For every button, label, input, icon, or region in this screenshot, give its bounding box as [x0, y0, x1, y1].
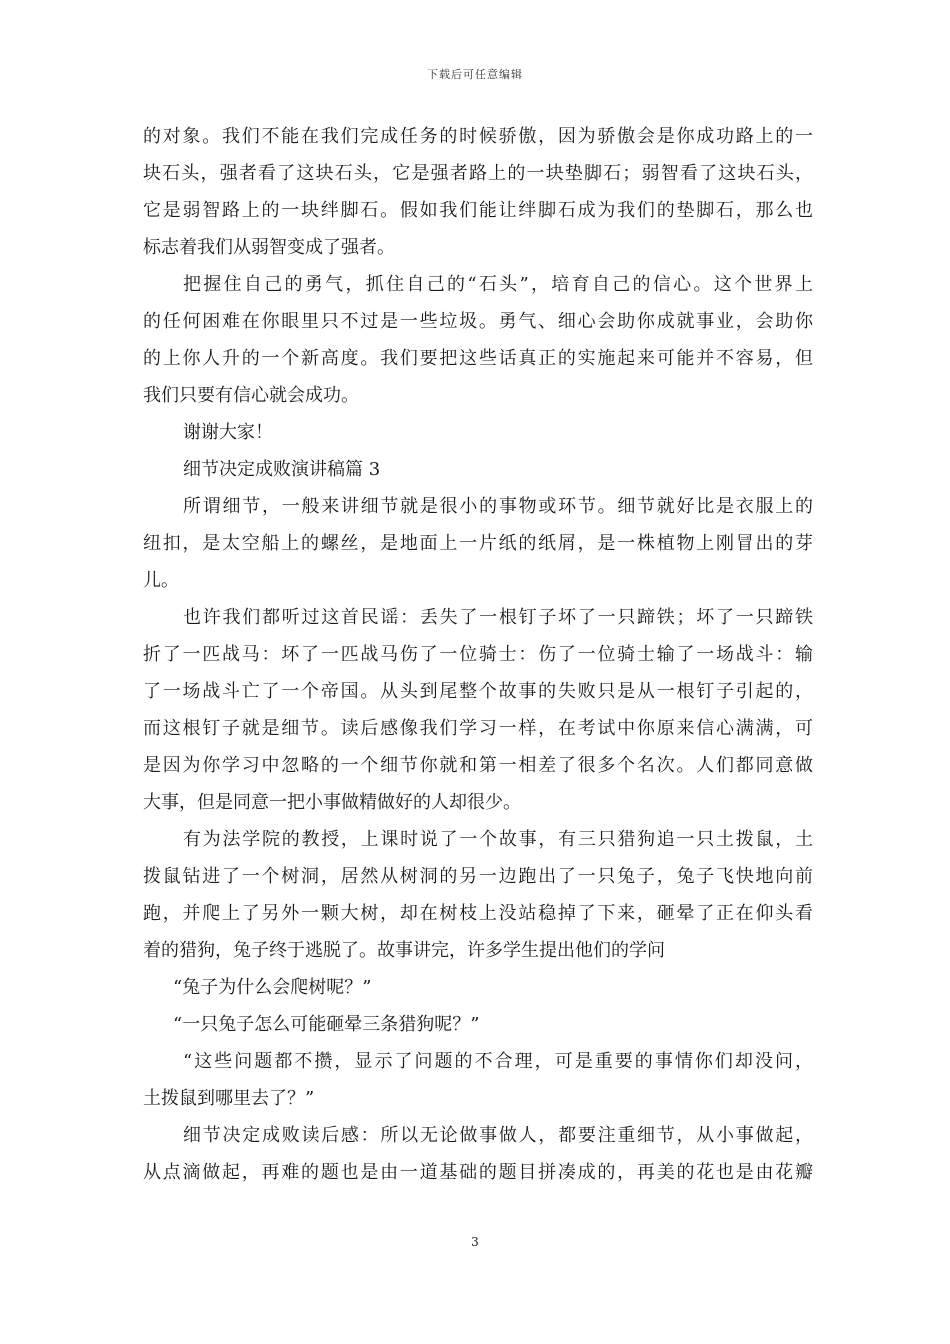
text-line: 是因为你学习中忽略的一个细节你就和第一相差了很多个名次。人们都同意做 — [143, 755, 813, 776]
text-line: 土拨鼠到哪里去了？” — [143, 1088, 315, 1109]
quote-line: “这些问题都不攒，显示了问题的不合理，可是重要的事情你们却没问， — [183, 1051, 813, 1072]
quote-line: “一只兔子怎么可能砸晕三条猎狗呢？” — [173, 1014, 480, 1035]
text-line: 着的猎狗，兔子终于逃脱了。故事讲完，许多学生提出他们的学问 — [143, 940, 665, 961]
text-line: 了一场战斗亡了一个帝国。从头到尾整个故事的失败只是从一根钉子引起的， — [143, 681, 813, 702]
text-line: 谢谢大家！ — [183, 422, 273, 443]
document-body — [143, 118, 813, 1191]
text-line: 折了一匹战马：坏了一匹战马伤了一位骑士：伤了一位骑士输了一场战斗：输 — [143, 644, 813, 665]
text-line: 的任何困难在你眼里只不过是一些垃圾。勇气、细心会助你成就事业，会助你 — [143, 311, 813, 332]
text-line: 块石头，强者看了这块石头，它是强者路上的一块垫脚石；弱智看了这块石头， — [143, 163, 813, 184]
text-line: 的对象。我们不能在我们完成任务的时候骄傲，因为骄傲会是你成功路上的一 — [143, 126, 813, 147]
page-header: 下载后可任意编辑 — [427, 68, 523, 81]
text-line: 我们只要有信心就会成功。 — [143, 385, 359, 406]
text-line: 而这根钉子就是细节。读后感像我们学习一样，在考试中你原来信心满满，可 — [143, 718, 813, 739]
text-line: 标志着我们从弱智变成了强者。 — [143, 237, 395, 258]
page-number: 3 — [471, 1235, 479, 1249]
quote-line: “兔子为什么会爬树呢？” — [173, 977, 372, 998]
text-line: 有为法学院的教授，上课时说了一个故事，有三只猎狗追一只土拨鼠，土 — [183, 829, 813, 850]
section-heading: 细节决定成败演讲稿篇 3 — [183, 459, 381, 480]
text-line: 从点滴做起，再难的题也是由一道基础的题目拼凑成的，再美的花也是由花瓣 — [143, 1162, 813, 1183]
text-line: 拨鼠钻进了一个树洞，居然从树洞的另一边跑出了一只兔子，兔子飞快地向前 — [143, 866, 813, 887]
text-line: 它是弱智路上的一块绊脚石。假如我们能让绊脚石成为我们的垫脚石，那么也 — [143, 200, 813, 221]
text-line: 的上你人升的一个新高度。我们要把这些话真正的实施起来可能并不容易，但 — [143, 348, 813, 369]
text-line: 细节决定成败读后感：所以无论做事做人，都要注重细节，从小事做起， — [183, 1125, 813, 1146]
text-line: 所谓细节，一般来讲细节就是很小的事物或环节。细节就好比是衣服上的 — [183, 496, 813, 517]
text-line: 跑，并爬上了另外一颗大树，却在树枝上没站稳掉了下来，砸晕了正在仰头看 — [143, 903, 813, 924]
text-line: 儿。 — [143, 570, 179, 591]
text-line: 大事，但是同意一把小事做精做好的人却很少。 — [143, 792, 521, 813]
text-line: 也许我们都听过这首民谣：丢失了一根钉子坏了一只蹄铁；坏了一只蹄铁 — [183, 607, 813, 628]
text-line: 把握住自己的勇气，抓住自己的“石头”，培育自己的信心。这个世界上 — [183, 274, 813, 295]
text-line: 纽扣，是太空船上的螺丝，是地面上一片纸的纸屑，是一株植物上刚冒出的芽 — [143, 533, 813, 554]
